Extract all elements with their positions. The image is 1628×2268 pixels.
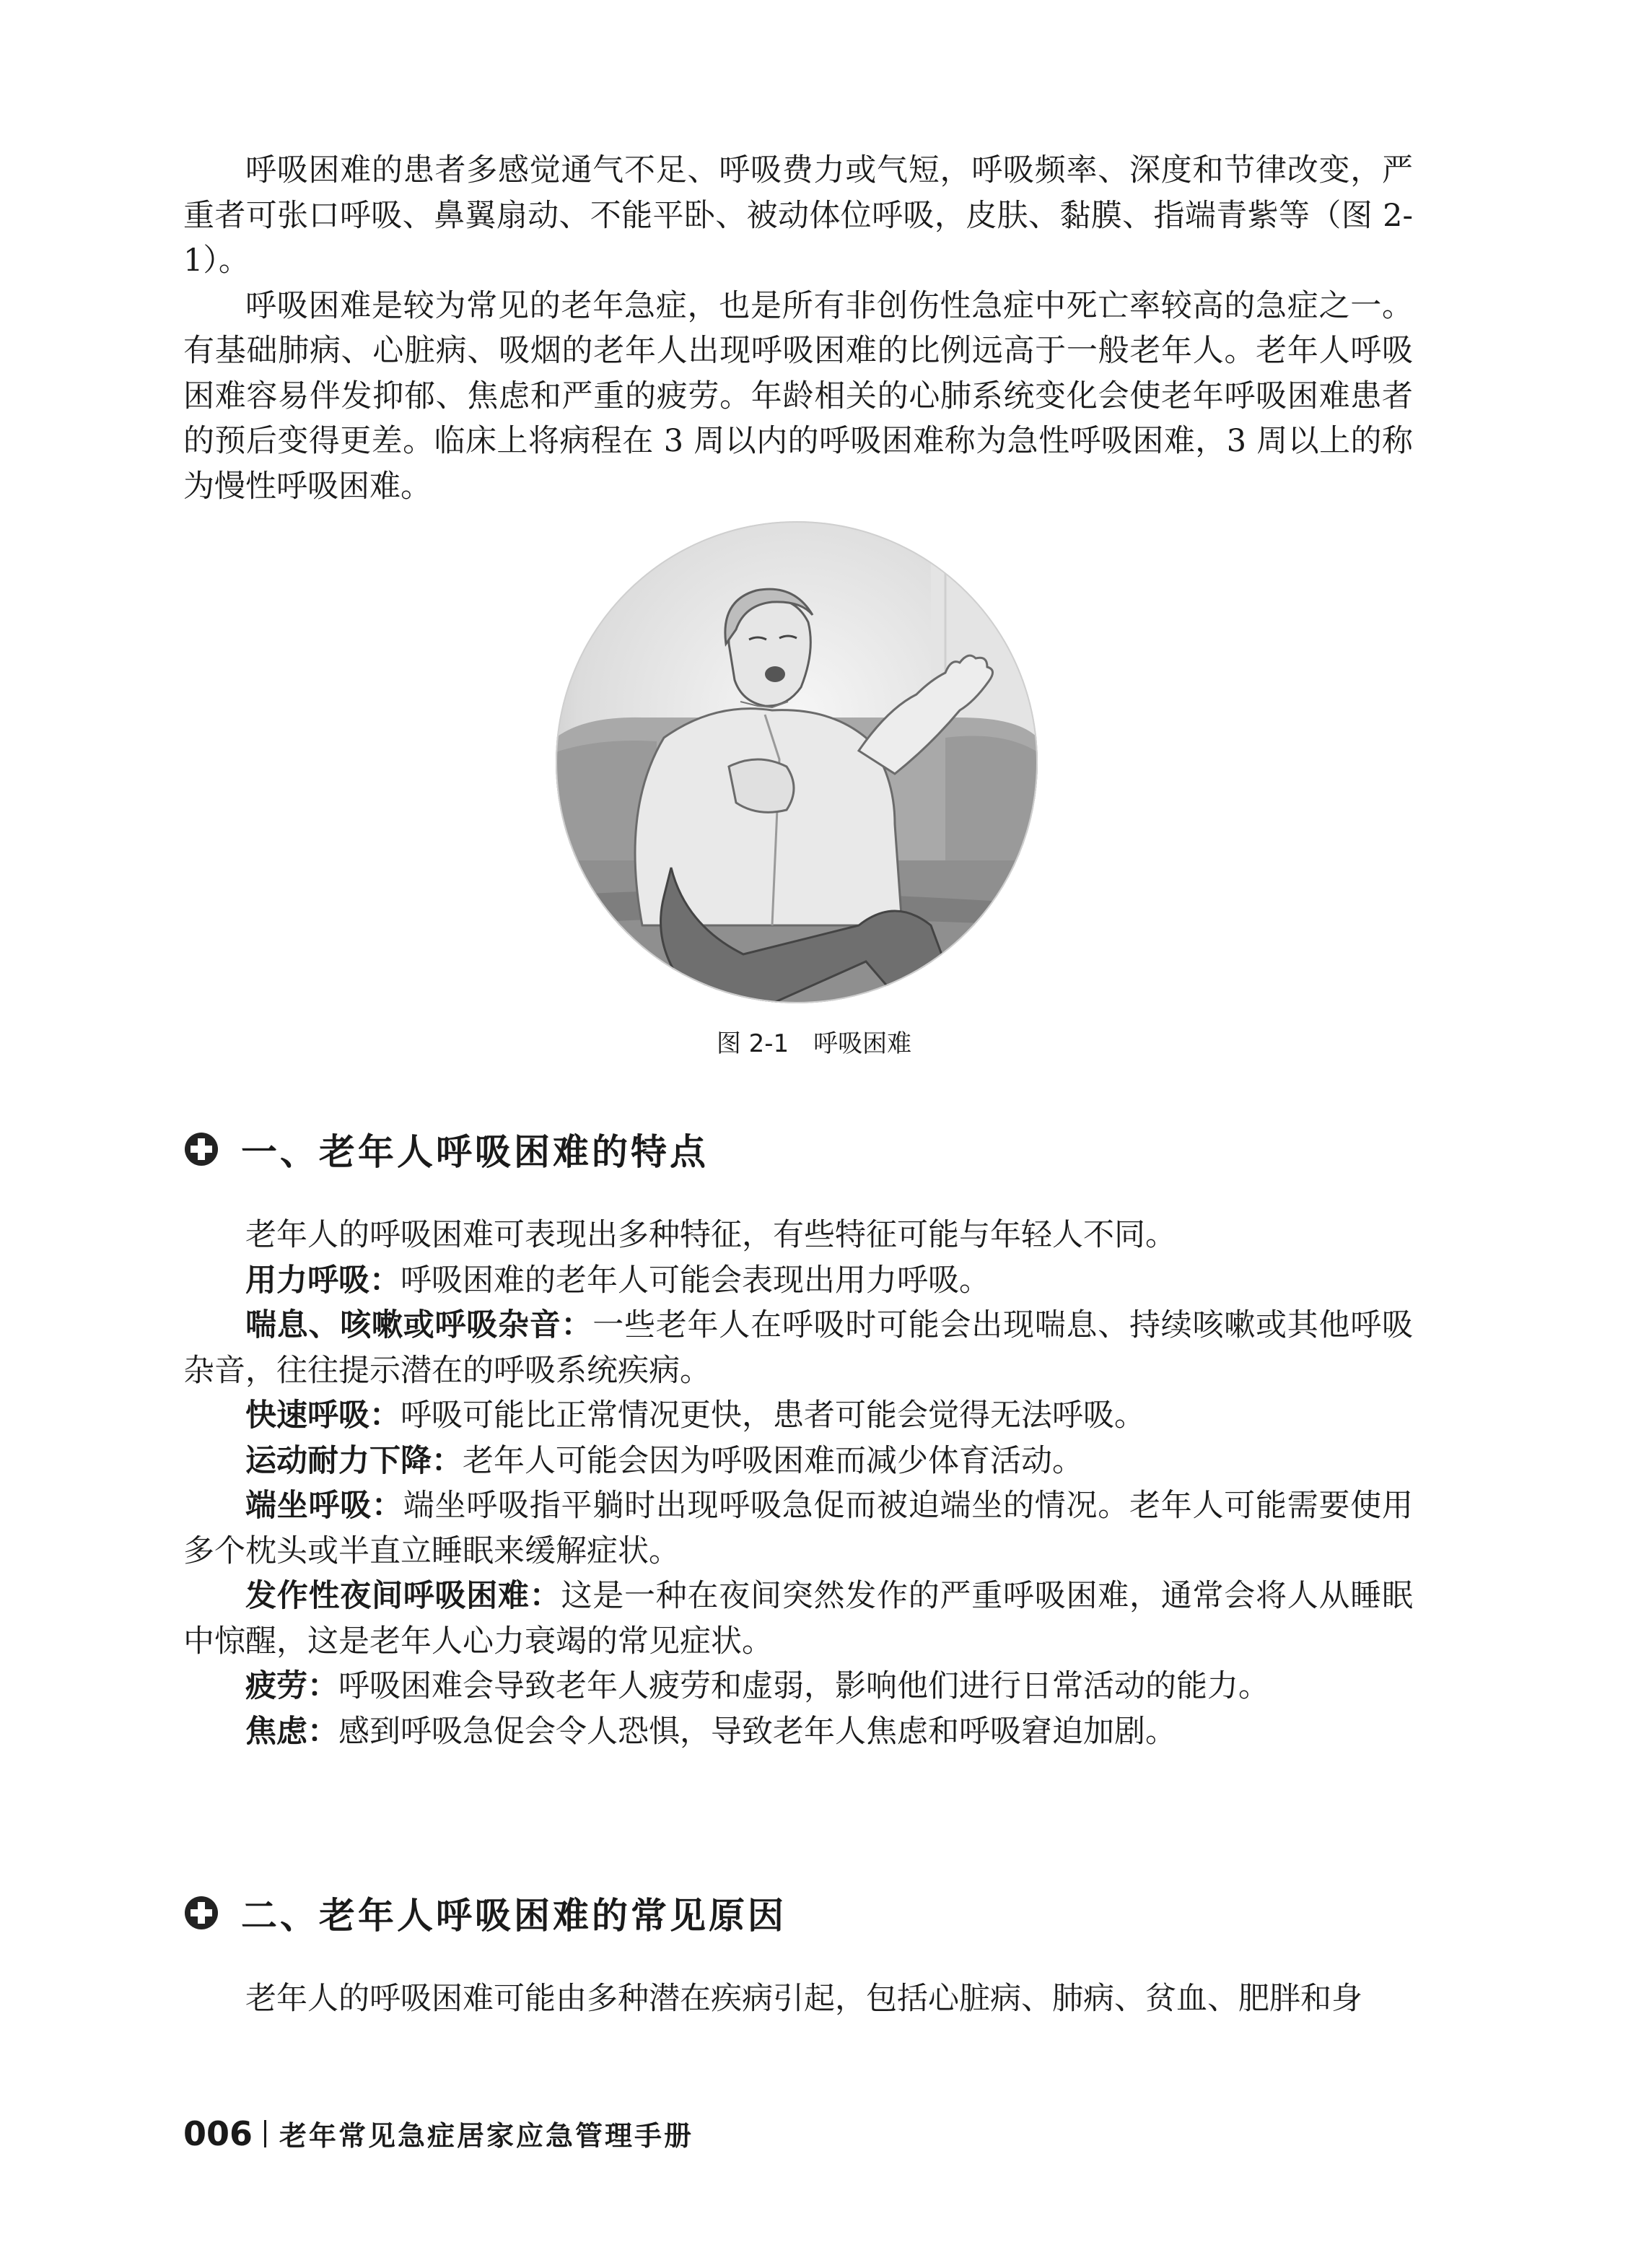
feature-text: 呼吸困难会导致老年人疲劳和虚弱，影响他们进行日常活动的能力。 — [338, 1668, 1269, 1704]
page-number: 006 — [183, 2114, 253, 2153]
intro-text — [183, 148, 1413, 509]
feature-item — [183, 1258, 1413, 1304]
elderly-man-breathless-illustration — [556, 521, 1038, 1003]
section-heading-2 — [183, 1887, 787, 1939]
feature-term: 疲劳： — [245, 1668, 338, 1704]
feature-item — [183, 1709, 1413, 1755]
feature-item — [183, 1303, 1413, 1393]
cross-in-circle-icon — [183, 1131, 219, 1167]
feature-text: 端坐呼吸指平躺时出现呼吸急促而被迫端坐的情况。老年人可能需要使用多个枕头或半直立睡眠来缓解症状。 — [183, 1488, 1413, 1569]
feature-term: 运动耐力下降： — [245, 1442, 463, 1479]
section-2-lead: 老年人的呼吸困难可能由多种潜在疾病引起，包括心脏病、肺病、贫血、肥胖和身 — [245, 1981, 1362, 2017]
feature-item — [183, 1574, 1413, 1664]
feature-item — [183, 1439, 1413, 1484]
footer-divider — [264, 2120, 266, 2147]
book-title: 老年常见急症居家应急管理手册 — [279, 2119, 694, 2152]
feature-term: 焦虑： — [245, 1713, 338, 1750]
feature-term: 发作性夜间呼吸困难： — [245, 1578, 561, 1614]
feature-text: 感到呼吸急促会令人恐惧，导致老年人焦虑和呼吸窘迫加剧。 — [338, 1713, 1176, 1750]
feature-item — [183, 1483, 1413, 1574]
intro-paragraph-1: 呼吸困难的患者多感觉通气不足、呼吸费力或气短，呼吸频率、深度和节律改变，严重者可张口呼吸、鼻翼扇动、不能平卧、被动体位呼吸，皮肤、黏膜、指端青紫等（图 2-1）。 — [183, 152, 1413, 279]
feature-term: 喘息、咳嗽或呼吸杂音： — [245, 1307, 593, 1343]
feature-item — [183, 1664, 1413, 1709]
feature-text: 这是一种在夜间突然发作的严重呼吸困难，通常会将人从睡眠中惊醒，这是老年人心力衰竭的常见症状。 — [183, 1578, 1413, 1659]
figure-title: 呼吸困难 — [813, 1029, 912, 1058]
feature-term: 快速呼吸： — [245, 1397, 401, 1434]
feature-text: 呼吸可能比正常情况更快，患者可能会觉得无法呼吸。 — [401, 1397, 1145, 1434]
section-1-body — [183, 1213, 1413, 1754]
feature-text: 老年人可能会因为呼吸困难而减少体育活动。 — [463, 1442, 1083, 1479]
feature-term: 端坐呼吸： — [245, 1488, 403, 1524]
section-heading-2-text: 二、老年人呼吸困难的常见原因 — [241, 1894, 787, 1937]
figure-number: 图 2-1 — [716, 1029, 789, 1058]
feature-text: 一些老年人在呼吸时可能会出现喘息、持续咳嗽或其他呼吸杂音，往往提示潜在的呼吸系统疾病。 — [183, 1307, 1413, 1389]
feature-text: 呼吸困难的老年人可能会表现出用力呼吸。 — [401, 1262, 990, 1299]
page-footer — [183, 2114, 693, 2153]
section-2-body — [183, 1976, 1413, 2022]
section-heading-1-text: 一、老年人呼吸困难的特点 — [241, 1130, 709, 1173]
intro-paragraph-2: 呼吸困难是较为常见的老年急症，也是所有非创伤性急症中死亡率较高的急症之一。有基础肺病、心脏病、吸烟的老年人出现呼吸困难的比例远高于一般老年人。老年人呼吸困难容易伴发抑郁、焦虑和严重的疲劳。年龄相关的心肺系统变化会使老年呼吸困难患者的预后变得更差。临床上将病程在 3 周以内的呼吸困难称为急性呼吸困难，3 周以上的称为慢性呼吸困难。 — [183, 287, 1413, 505]
feature-term: 用力呼吸： — [245, 1262, 401, 1299]
cross-in-circle-icon — [183, 1895, 219, 1931]
section-1-lead: 老年人的呼吸困难可表现出多种特征，有些特征可能与年轻人不同。 — [245, 1217, 1176, 1253]
section-heading-1 — [183, 1123, 709, 1175]
figure-caption — [0, 1024, 1628, 1059]
figure-illustration — [556, 521, 1038, 1003]
feature-item — [183, 1393, 1413, 1439]
